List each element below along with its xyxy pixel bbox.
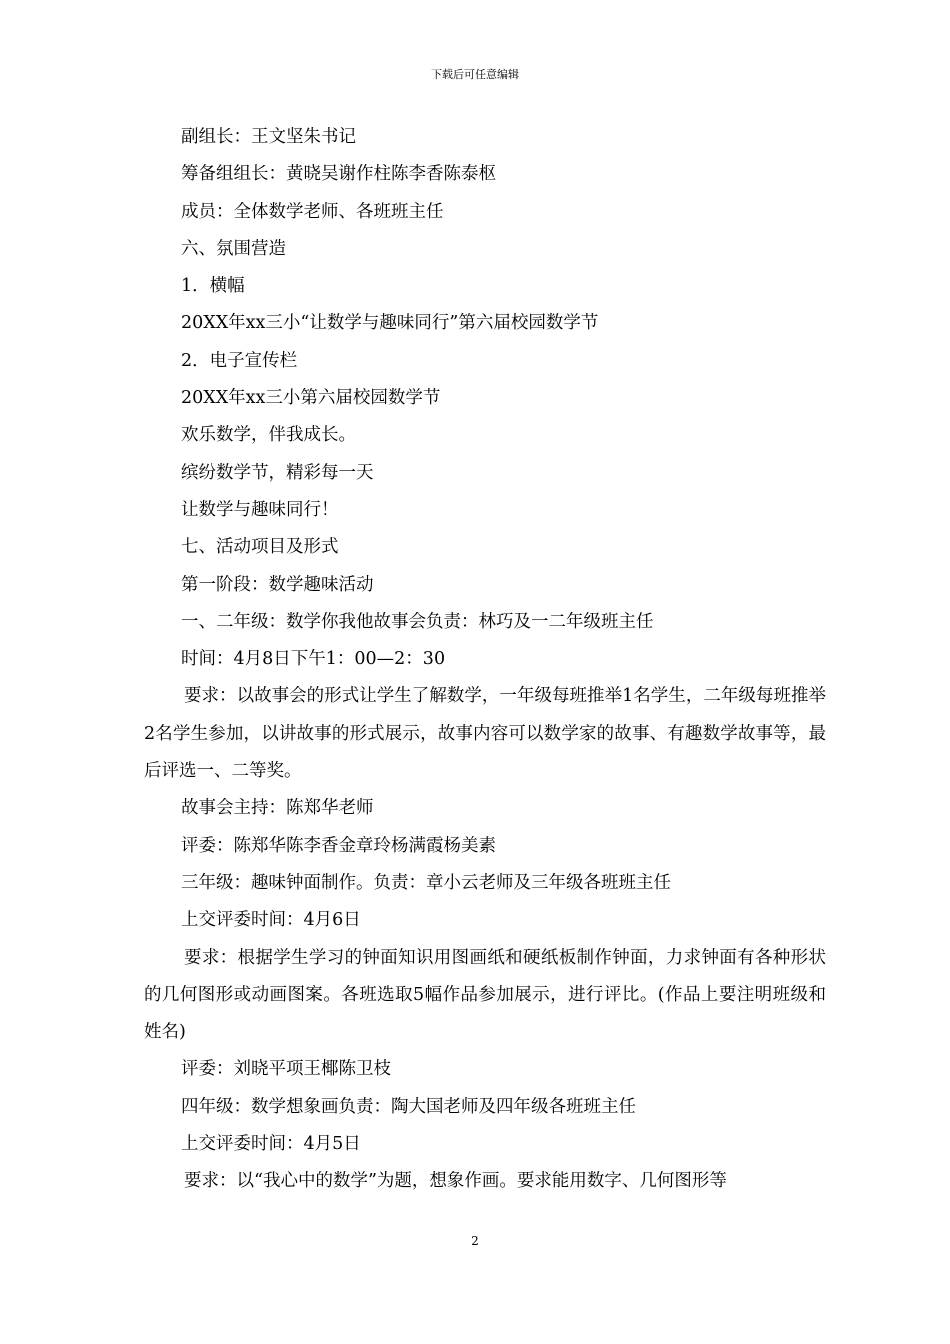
page-number: 2 bbox=[471, 1234, 479, 1248]
section-heading: 六、氛围营造 bbox=[181, 238, 286, 259]
text-line: 四年级：数学想象画负责：陶大国老师及四年级各班班主任 bbox=[181, 1096, 636, 1117]
text-line: 上交评委时间：4月5日 bbox=[181, 1134, 361, 1155]
document-body bbox=[144, 119, 826, 1201]
text-line: 20XX年xx三小“让数学与趣味同行”第六届校园数学节 bbox=[181, 313, 599, 334]
text-line: 成员：全体数学老师、各班班主任 bbox=[181, 201, 444, 222]
text-line: 缤纷数学节，精彩每一天 bbox=[181, 462, 374, 483]
text-line: 一、二年级：数学你我他故事会负责：林巧及一二年级班主任 bbox=[181, 611, 654, 632]
section-heading: 七、活动项目及形式 bbox=[181, 537, 339, 558]
text-line: 故事会主持：陈郑华老师 bbox=[181, 798, 374, 819]
page-header: 下载后可任意编辑 bbox=[431, 68, 519, 81]
text-line: 20XX年xx三小第六届校园数学节 bbox=[181, 388, 441, 409]
text-line: 副组长：王文坚朱书记 bbox=[181, 127, 356, 147]
requirement-paragraph: 要求：根据学生学习的钟面知识用图画纸和硬纸板制作钟面，力求钟面有各种形状的几何图形或动画图案。各班选取5幅作品参加展示，进行评比。(作品上要注明班级和姓名) bbox=[144, 947, 826, 1043]
text-line: 2．电子宣传栏 bbox=[181, 350, 298, 371]
text-line: 评委：陈郑华陈李香金章玲杨满霞杨美素 bbox=[181, 835, 496, 856]
text-line: 评委：刘晓平项王椰陈卫枝 bbox=[181, 1059, 391, 1080]
text-line: 第一阶段：数学趣味活动 bbox=[181, 574, 374, 595]
text-line: 欢乐数学，伴我成长。 bbox=[181, 425, 356, 446]
requirement-paragraph: 要求：以“我心中的数学”为题，想象作画。要求能用数字、几何图形等 bbox=[184, 1171, 727, 1192]
text-line: 上交评委时间：4月6日 bbox=[181, 910, 361, 931]
text-line: 筹备组组长：黄晓吴谢作柱陈李香陈泰枢 bbox=[181, 164, 496, 185]
requirement-paragraph: 要求：以故事会的形式让学生了解数学，一年级每班推举1名学生，二年级每班推举2名学生参加，以讲故事的形式展示，故事内容可以数学家的故事、有趣数学故事等，最后评选一、二等奖。 bbox=[144, 686, 826, 782]
text-line: 时间：4月8日下午1：00—2：30 bbox=[181, 649, 446, 670]
text-line: 1．横幅 bbox=[181, 276, 245, 297]
text-line: 三年级：趣味钟面制作。负责：章小云老师及三年级各班班主任 bbox=[181, 872, 671, 893]
text-line: 让数学与趣味同行！ bbox=[181, 499, 339, 520]
